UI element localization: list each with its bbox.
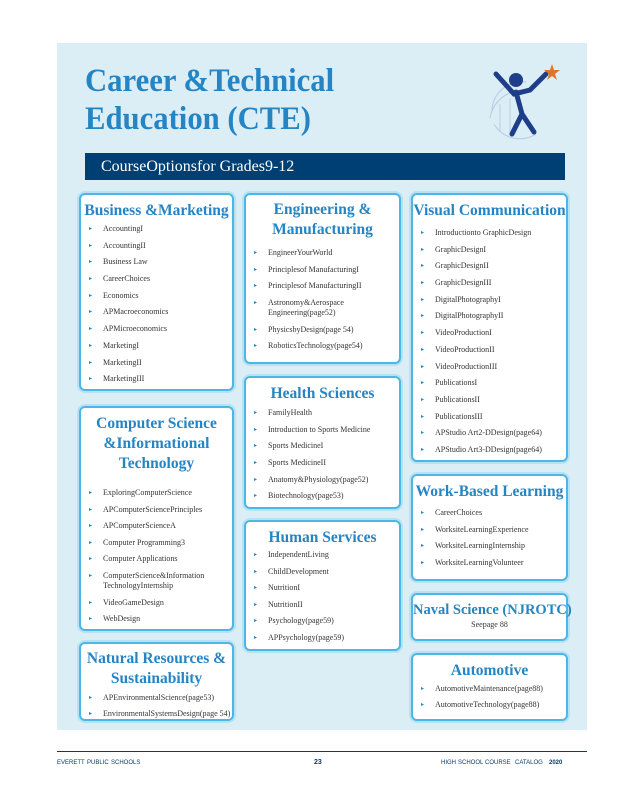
course-item: ▸ CareerChoices <box>81 274 232 291</box>
course-item: ▸ APMacroeconomics <box>81 307 232 324</box>
section-title: Natural Resources & Sustainability <box>86 650 227 687</box>
course-item: ▸ WorksiteLearningExperience <box>413 525 566 542</box>
course-item: ▸ Anatomy&Physiology(page52) <box>246 475 399 492</box>
section-title: Work-Based Learning <box>415 483 564 500</box>
course-item: ▸ NutritionII <box>246 600 399 617</box>
page-title <box>85 62 383 138</box>
course-item: ▸ IndependentLiving <box>246 550 399 567</box>
footer-word: HIGH <box>441 760 456 766</box>
course-item: ▸ Biotechnology(page53) <box>246 491 399 508</box>
course-item: ▸ Sports MedicineII <box>246 458 399 475</box>
course-item: ▸ APMicroeconomics <box>81 324 232 341</box>
natural-resources-box <box>79 642 234 721</box>
course-item: ▸ Economics <box>81 291 232 308</box>
course-item: ▸ VideoProductionI <box>413 328 566 345</box>
page-footer <box>57 758 587 770</box>
course-item: ▸ MarketingI <box>81 341 232 358</box>
course-item: ▸ AccountingI <box>81 224 232 241</box>
course-list <box>81 488 232 631</box>
course-item: ▸ Computer Programming3 <box>81 538 232 555</box>
course-item: ▸ GraphicDesignIII <box>413 278 566 295</box>
course-item: ▸ Psychology(page59) <box>246 616 399 633</box>
section-title: Health Sciences <box>270 385 375 402</box>
section-title: Engineering & Manufacturing <box>272 201 373 238</box>
course-item: ▸ EnvironmentalSystemsDesign(page 54) <box>81 709 232 720</box>
course-list <box>246 248 399 358</box>
section-title: Human Services <box>268 529 377 546</box>
course-item: ▸ AccountingII <box>81 241 232 258</box>
course-item: ▸ MarketingII <box>81 358 232 375</box>
business-marketing-box <box>79 193 234 391</box>
course-item: ▸ FamilyHealth <box>246 408 399 425</box>
footer-rule <box>57 751 587 752</box>
section-title: Business &Marketing <box>84 202 229 219</box>
human-services-box <box>244 520 401 651</box>
course-item: ▸ APComputerScienceA <box>81 521 232 538</box>
course-item: ▸ APStudio Art2-DDesign(page64) <box>413 428 566 439</box>
course-item: ▸ Sports MedicineI <box>246 441 399 458</box>
course-item: ▸ GraphicDesignII <box>413 261 566 278</box>
course-item: ▸ EngineerYourWorld <box>246 248 399 265</box>
footer-word: SCHOOL <box>458 760 484 766</box>
title-line-2: Education (CTE) <box>85 101 311 137</box>
footer-year: 2020 <box>549 760 563 766</box>
course-item: ▸ VideoGameDesign <box>81 598 232 615</box>
course-list <box>413 508 566 575</box>
footer-word: SCHOOLS <box>111 760 141 766</box>
automotive-box <box>411 653 568 721</box>
footer-word: COURSE <box>485 760 511 766</box>
course-item: ▸ Introductionto GraphicDesign <box>413 228 566 245</box>
course-item: ▸ ChildDevelopment <box>246 567 399 584</box>
course-item: ▸ MarketingIII <box>81 374 232 391</box>
course-list <box>246 408 399 508</box>
work-based-learning-box <box>411 474 568 581</box>
course-list <box>413 228 566 455</box>
computer-science-box <box>79 406 234 631</box>
section-title: Naval Science (NJROTC) <box>413 602 572 618</box>
person-reaching-star-logo <box>486 60 562 140</box>
health-sciences-box <box>244 376 401 509</box>
section-title: Visual Communication <box>413 202 566 219</box>
footer-word: EVERETT <box>57 760 85 766</box>
course-list <box>81 224 232 391</box>
course-item: ▸ Principlesof ManufacturingI <box>246 265 399 282</box>
course-item: ▸ WorksiteLearningInternship <box>413 541 566 558</box>
course-item: ▸ RoboticsTechnology(page54) <box>246 341 399 358</box>
naval-science-box <box>411 593 572 641</box>
course-item: ▸ VideoProductionII <box>413 345 566 362</box>
section-title: Automotive <box>450 662 529 679</box>
course-item: ▸ AutomotiveTechnology(page88) <box>413 700 566 716</box>
title-line-1: Career &Technical <box>85 63 335 99</box>
course-item: ▸ WebDesign <box>81 614 232 631</box>
course-list <box>246 550 399 649</box>
course-item: ▸ WorksiteLearningVolunteer <box>413 558 566 575</box>
course-item: ▸ VideoProductionIII <box>413 362 566 379</box>
course-item: ▸ Business Law <box>81 257 232 274</box>
footer-word: CATALOG <box>515 760 543 766</box>
course-item: ▸ GraphicDesignI <box>413 245 566 262</box>
course-item: ▸ PublicationsI <box>413 378 566 395</box>
course-item: ▸ Principlesof ManufacturingII <box>246 281 399 298</box>
engineering-manufacturing-box <box>244 193 401 364</box>
course-item: ▸ Introduction to Sports Medicine <box>246 425 399 436</box>
subtitle-bar: CourseOptionsfor Grades9-12 <box>85 153 565 180</box>
course-item: ▸ Computer Applications <box>81 554 232 571</box>
course-item: ▸ ExploringComputerScience <box>81 488 232 505</box>
course-item: ▸ APEnvironmentalScience(page53) <box>81 693 232 704</box>
course-item: ▸ DigitalPhotographyI <box>413 295 566 312</box>
course-item: ▸ NutritionI <box>246 583 399 600</box>
visual-communication-box <box>411 193 568 462</box>
course-item: ▸ CareerChoices <box>413 508 566 525</box>
course-item: ▸ PhysicsbyDesign(page 54) <box>246 325 399 342</box>
course-item: ▸ PublicationsII <box>413 395 566 412</box>
section-title: Computer Science &Informational Technology <box>96 415 217 472</box>
course-item: ▸ APComputerSciencePrinciples <box>81 505 232 522</box>
course-list <box>81 693 232 720</box>
course-item: ▸ PublicationsIII <box>413 412 566 429</box>
course-item: ▸ DigitalPhotographyII <box>413 311 566 328</box>
course-item: ▸ APPsychology(page59) <box>246 633 399 650</box>
course-item: ▸ AutomotiveMaintenance(page88) <box>413 684 566 695</box>
course-item: ▸ ComputerScience&Information TechnologyInternship <box>81 571 232 592</box>
page-number: 23 <box>314 759 322 766</box>
naval-note: Seepage 88 <box>471 620 508 629</box>
course-list <box>413 684 566 716</box>
course-item: ▸ Astronomy&Aerospace Engineering(page52) <box>246 298 399 319</box>
footer-word: PUBLIC <box>87 760 109 766</box>
course-item: ▸ APStudio Art3-DDesign(page64) <box>413 445 566 456</box>
